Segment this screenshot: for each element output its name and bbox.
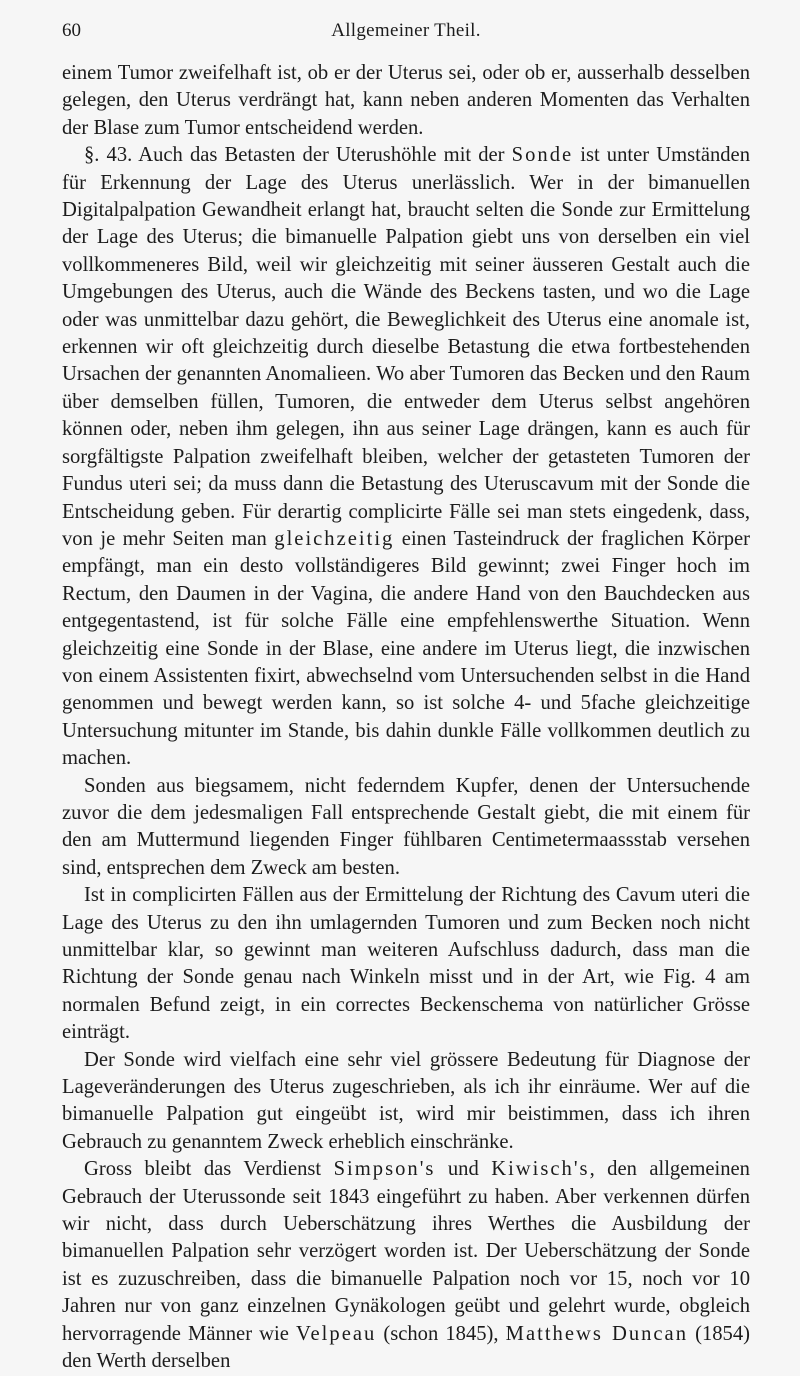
text-run: (schon 1845),: [376, 1322, 506, 1345]
paragraph-6: [62, 1156, 750, 1375]
paragraph-1: [62, 60, 750, 142]
text-run: Der Sonde wird vielfach eine sehr viel grössere Bedeutung für Diagnose der Lageveränderungen des Uterus zugeschrieben, als ich ihr einräume. Wer auf die bimanuelle Palpation gut eingeübt ist, wird mir beistimmen, dass ich ihren Gebrauch zu genanntem Zweck erheblich einschränke.: [62, 1048, 750, 1153]
text-run: einen Tasteindruck der fraglichen Körper empfängt, man ein desto vollständigeres Bild gewinnt; zwei Finger hoch im Rectum, den Daumen in der Vagina, die andere Hand von den Bauchdecken aus entgegentastend, ist für solche Fälle eine empfehlenswerthe Situation. Wenn gleichzeitig eine Sonde in der Blase, eine andere im Uterus liegt, die inzwischen von einem Assistenten fixirt, abwechselnd vom Untersuchenden selbst in die Hand genommen und bewegt werden kann, so ist solche 4- und 5fache gleichzeitige Untersuchung mitunter im Stande, bis dahin dunkle Fälle vollkommen deutlich zu machen.: [62, 527, 750, 770]
text-run: einem Tumor zweifelhaft ist, ob er der Uterus sei, oder ob er, ausserhalb desselben gelegen, den Uterus verdrängt hat, kann neben anderen Momenten das Verhalten der Blase zum Tumor entscheidend werden.: [62, 62, 750, 139]
spaced-name-simpson: Simpson's: [333, 1158, 436, 1181]
spaced-term-gleichzeitig: gleichzeitig: [274, 527, 395, 550]
spaced-name-kiwisch: Kiwisch's: [491, 1158, 590, 1181]
spaced-term-sonde: Sonde: [511, 144, 574, 167]
text-run: §. 43. Auch das Betasten der Uterushöhle mit der: [84, 144, 512, 167]
body-text: [62, 60, 750, 1376]
paragraph-5: [62, 1047, 750, 1157]
text-run: (1854) den Werth derselben: [62, 1322, 750, 1373]
text-run: Gross bleibt das Verdienst: [84, 1158, 334, 1181]
text-run: und: [435, 1158, 492, 1181]
spaced-name-matthews-duncan: Matthews Duncan: [505, 1322, 688, 1345]
spaced-name-velpeau: Velpeau: [295, 1322, 377, 1345]
paragraph-3: [62, 773, 750, 883]
page-number: 60: [62, 20, 81, 41]
text-run: ist unter Umständen für Erkennung der Lage des Uterus unerlässlich. Wer in der bimanuellen Digitalpalpation Gewandheit erlangt hat, braucht selten die Sonde zur Ermittelung der Lage des Uterus; die bimanuelle Palpation giebt uns von derselben ein viel vollkommeneres Bild, weil wir gleichzeitig mit seiner äusseren Gestalt auch die Umgebungen des Uterus, auch die Wände des Beckens tasten, und wo die Lage oder was unmittelbar dazu gehört, die Beweglichkeit des Uterus eine anomale ist, erkennen wir oft gleichzeitig durch dieselbe Betastung die etwa fortbestehenden Ursachen der genannten Anomalieen. Wo aber Tumoren das Becken und den Raum über demselben füllen, Tumoren, die entweder dem Uterus selbst angehören können oder, neben ihm gelegen, ihn aus seiner Lage drängen, kann es auch für sorgfältigste Palpation zweifelhaft bleiben, welcher der getasteten Tumoren der Fundus uteri sei; da muss dann die Betastung des Uteruscavum mit der Sonde die Entscheidung geben. Für derartig complicirte Fälle sei man stets eingedenk, dass, von je mehr Seiten man: [62, 144, 750, 550]
paragraph-2: [62, 142, 750, 772]
text-run: Ist in complicirten Fällen aus der Ermittelung der Richtung des Cavum uteri die Lage des Uterus zu den ihn umlagernden Tumoren und zum Becken noch nicht unmittelbar klar, so gewinnt man weiteren Aufschluss dadurch, dass man die Richtung der Sonde genau nach Winkeln misst und in der Art, wie Fig. 4 am normalen Befund zeigt, in ein correctes Beckenschema von natürlicher Grösse einträgt.: [62, 884, 750, 1044]
text-run: , den allgemeinen Gebrauch der Uterussonde seit 1843 eingeführt zu haben. Aber verkennen dürfen wir nicht, dass durch Ueberschätzung ihres Werthes die Ausbildung der bimanuellen Palpation sehr verzögert worden ist. Der Ueberschätzung der Sonde ist es zuzuschreiben, dass die bimanuelle Palpation noch vor 15, noch vor 10 Jahren nur von ganz einzelnen Gynäkologen geübt und gelehrt wurde, obgleich hervorragende Männer wie: [62, 1158, 750, 1345]
running-head: [62, 0, 750, 60]
paragraph-4: [62, 882, 750, 1046]
text-run: Sonden aus biegsamem, nicht federndem Kupfer, denen der Untersuchende zuvor die dem jedesmaligen Fall entsprechende Gestalt giebt, die mit einem für den am Muttermund liegenden Finger fühlbaren Centimetermaassstab versehen sind, entsprechen dem Zweck am besten.: [62, 774, 750, 879]
running-title: Allgemeiner Theil.: [331, 20, 481, 41]
